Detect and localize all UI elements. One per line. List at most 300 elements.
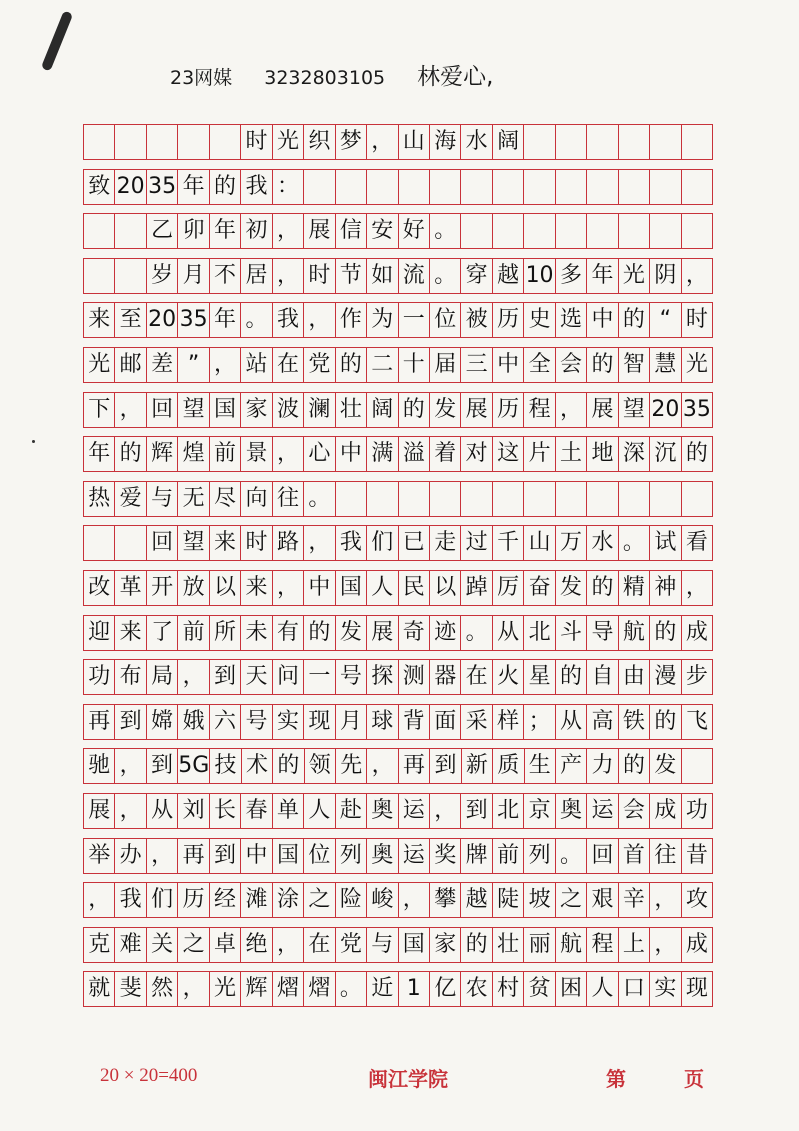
grid-cell: 土 bbox=[555, 437, 586, 471]
grid-cell: 开 bbox=[146, 571, 177, 605]
grid-cell: 高 bbox=[586, 705, 617, 739]
grid-cell: 月 bbox=[177, 259, 208, 293]
grid-cell: 被 bbox=[460, 303, 491, 337]
grid-cell: 届 bbox=[429, 348, 460, 382]
grid-cell: 全 bbox=[523, 348, 554, 382]
grid-cell: ， bbox=[83, 883, 114, 917]
grid-cell: 的 bbox=[618, 749, 649, 783]
grid-cell: 我 bbox=[240, 170, 271, 204]
grid-cell: 程 bbox=[586, 928, 617, 962]
grid-cell: 到 bbox=[114, 705, 145, 739]
grid-cell: 作 bbox=[335, 303, 366, 337]
grid-cell: 望 bbox=[177, 393, 208, 427]
grid-cell: 年 bbox=[83, 437, 114, 471]
grid-cell bbox=[523, 125, 554, 159]
grid-cell: 35 bbox=[177, 303, 208, 337]
grid-cell: 往 bbox=[649, 839, 680, 873]
grid-cell bbox=[586, 214, 617, 248]
grid-cell: 改 bbox=[83, 571, 114, 605]
grid-row bbox=[83, 163, 713, 208]
grid-cell: 选 bbox=[555, 303, 586, 337]
grid-cell: 实 bbox=[272, 705, 303, 739]
grid-cell: 攻 bbox=[681, 883, 713, 917]
grid-cell: 国 bbox=[272, 839, 303, 873]
grid-cell: 如 bbox=[366, 259, 397, 293]
grid-cell: 已 bbox=[398, 526, 429, 560]
grid-cell bbox=[618, 214, 649, 248]
grid-cell: 十 bbox=[398, 348, 429, 382]
grid-cell: 的 bbox=[586, 348, 617, 382]
grid-cell: 成 bbox=[649, 794, 680, 828]
grid-cell: 斗 bbox=[555, 616, 586, 650]
grid-cell: 功 bbox=[681, 794, 713, 828]
grid-cell bbox=[83, 526, 114, 560]
grid-cell bbox=[460, 214, 491, 248]
grid-cell bbox=[523, 170, 554, 204]
grid-cell: 实 bbox=[649, 972, 680, 1006]
grid-cell: 号 bbox=[335, 660, 366, 694]
grid-cell: ， bbox=[272, 928, 303, 962]
grid-cell: 熠 bbox=[272, 972, 303, 1006]
grid-cell: 的 bbox=[114, 437, 145, 471]
grid-row-cells bbox=[83, 659, 713, 695]
grid-cell: 新 bbox=[461, 749, 492, 783]
grid-cell: 飞 bbox=[681, 705, 713, 739]
grid-cell: 背 bbox=[398, 705, 429, 739]
grid-cell: ， bbox=[177, 660, 208, 694]
grid-cell: 时 bbox=[240, 526, 271, 560]
grid-cell: 农 bbox=[460, 972, 491, 1006]
grid-cell: 口 bbox=[618, 972, 649, 1006]
grid-row-cells bbox=[83, 436, 713, 472]
grid-cell: 展 bbox=[83, 794, 114, 828]
grid-cell: 铁 bbox=[618, 705, 649, 739]
grid-cell: 再 bbox=[398, 749, 429, 783]
grid-cell: 滩 bbox=[240, 883, 271, 917]
grid-cell: 程 bbox=[523, 393, 554, 427]
grid-cell: 航 bbox=[618, 616, 649, 650]
grid-cell: 为 bbox=[366, 303, 397, 337]
grid-cell: 举 bbox=[83, 839, 114, 873]
grid-cell: ， bbox=[649, 928, 680, 962]
grid-cell: 片 bbox=[523, 437, 554, 471]
grid-cell: 的 bbox=[555, 660, 586, 694]
grid-cell bbox=[649, 170, 680, 204]
grid-cell: 辉 bbox=[146, 437, 177, 471]
grid-cell: 千 bbox=[492, 526, 523, 560]
grid-cell: 到 bbox=[460, 794, 491, 828]
grid-cell: 经 bbox=[209, 883, 240, 917]
grid-cell: 前 bbox=[492, 839, 523, 873]
grid-cell: 着 bbox=[429, 437, 460, 471]
grid-cell: 问 bbox=[272, 660, 303, 694]
grid-cell: 与 bbox=[146, 482, 177, 516]
grid-cell: 尽 bbox=[209, 482, 240, 516]
grid-cell: 丽 bbox=[523, 928, 554, 962]
grid-cell: 到 bbox=[209, 660, 240, 694]
grid-cell: ， bbox=[398, 883, 429, 917]
grid-cell: 差 bbox=[146, 348, 177, 382]
grid-cell: 乙 bbox=[146, 214, 177, 248]
grid-cell: 织 bbox=[303, 125, 334, 159]
grid-cell: 35 bbox=[146, 170, 177, 204]
grid-cell: ， bbox=[114, 794, 145, 828]
grid-cell: 家 bbox=[240, 393, 271, 427]
grid-cell: 时 bbox=[681, 303, 713, 337]
grid-cell: 位 bbox=[429, 303, 460, 337]
grid-cell: 人 bbox=[366, 571, 397, 605]
grid-cell: 试 bbox=[649, 526, 680, 560]
grid-cell bbox=[398, 482, 429, 516]
grid-cell: 景 bbox=[240, 437, 271, 471]
grid-cell bbox=[366, 482, 397, 516]
grid-cell: 神 bbox=[649, 571, 680, 605]
grid-cell: 到 bbox=[429, 749, 460, 783]
grid-cell: 奇 bbox=[398, 616, 429, 650]
grid-cell: 时 bbox=[303, 259, 334, 293]
grid-cell: 技 bbox=[209, 749, 240, 783]
grid-cell: 光 bbox=[681, 348, 713, 382]
grid-cell: ， bbox=[177, 972, 208, 1006]
grid-cell: 列 bbox=[335, 839, 366, 873]
grid-count: 20 × 20=400 bbox=[100, 1065, 198, 1086]
grid-cell: 回 bbox=[146, 393, 177, 427]
grid-cell: 好 bbox=[398, 214, 429, 248]
grid-cell: ” bbox=[177, 348, 208, 382]
essay-header bbox=[170, 58, 519, 91]
grid-cell bbox=[492, 482, 523, 516]
grid-cell: 路 bbox=[272, 526, 303, 560]
grid-cell: 国 bbox=[209, 393, 240, 427]
grid-cell: 未 bbox=[240, 616, 271, 650]
grid-cell bbox=[83, 125, 114, 159]
grid-cell: 涂 bbox=[272, 883, 303, 917]
grid-cell bbox=[586, 482, 617, 516]
grid-cell: 牌 bbox=[460, 839, 491, 873]
grid-cell: ， bbox=[146, 839, 177, 873]
grid-cell: 一 bbox=[398, 303, 429, 337]
grid-cell: 采 bbox=[460, 705, 491, 739]
grid-cell: 。 bbox=[303, 482, 334, 516]
grid-cell: 中 bbox=[303, 571, 334, 605]
grid-row-cells bbox=[83, 927, 713, 963]
grid-cell: ， bbox=[366, 749, 397, 783]
grid-cell bbox=[460, 482, 491, 516]
grid-cell: 。 bbox=[335, 972, 366, 1006]
grid-cell: 。 bbox=[240, 303, 271, 337]
grid-cell: 从 bbox=[146, 794, 177, 828]
grid-cell: 村 bbox=[492, 972, 523, 1006]
grid-row-cells bbox=[83, 258, 713, 294]
grid-cell: 之 bbox=[303, 883, 334, 917]
grid-cell: 与 bbox=[366, 928, 397, 962]
page-suffix: 页 bbox=[684, 1069, 704, 1091]
grid-cell: 就 bbox=[83, 972, 114, 1006]
grid-cell: ， bbox=[681, 259, 713, 293]
grid-cell: 从 bbox=[555, 705, 586, 739]
grid-cell: 年 bbox=[209, 303, 240, 337]
grid-cell: 看 bbox=[681, 526, 713, 560]
grid-cell: 前 bbox=[177, 616, 208, 650]
grid-cell: 们 bbox=[146, 883, 177, 917]
page-label: 第 bbox=[606, 1069, 626, 1091]
grid-cell bbox=[83, 214, 114, 248]
grid-row-cells bbox=[83, 392, 713, 428]
grid-row bbox=[83, 609, 713, 654]
grid-cell: 水 bbox=[586, 526, 617, 560]
grid-cell: ， bbox=[555, 393, 586, 427]
grid-cell: 娥 bbox=[177, 705, 208, 739]
grid-cell: 坡 bbox=[523, 883, 554, 917]
grid-cell bbox=[681, 125, 713, 159]
grid-row bbox=[83, 341, 713, 386]
grid-cell: 卯 bbox=[177, 214, 208, 248]
grid-cell bbox=[681, 482, 713, 516]
grid-cell bbox=[114, 259, 145, 293]
grid-cell: 光 bbox=[83, 348, 114, 382]
grid-cell: 奖 bbox=[429, 839, 460, 873]
grid-cell: 。 bbox=[429, 214, 460, 248]
grid-cell: 艰 bbox=[586, 883, 617, 917]
grid-cell: 在 bbox=[303, 928, 334, 962]
grid-cell: 海 bbox=[429, 125, 460, 159]
grid-cell: 党 bbox=[335, 928, 366, 962]
grid-cell: 发 bbox=[555, 571, 586, 605]
grid-cell: 由 bbox=[618, 660, 649, 694]
grid-cell: 来 bbox=[83, 303, 114, 337]
grid-cell: 20 bbox=[114, 170, 145, 204]
grid-cell: ； bbox=[523, 705, 554, 739]
grid-cell: 年 bbox=[209, 214, 240, 248]
grid-cell: 澜 bbox=[303, 393, 334, 427]
grid-row bbox=[83, 742, 713, 787]
grid-cell: 的 bbox=[586, 571, 617, 605]
grid-cell: 难 bbox=[114, 928, 145, 962]
grid-cell: 困 bbox=[555, 972, 586, 1006]
grid-cell: 往 bbox=[272, 482, 303, 516]
grid-cell: 再 bbox=[83, 705, 114, 739]
grid-cell: 功 bbox=[83, 660, 114, 694]
grid-cell: 所 bbox=[209, 616, 240, 650]
grid-row-cells bbox=[83, 570, 713, 606]
grid-cell bbox=[492, 214, 523, 248]
grid-row bbox=[83, 832, 713, 877]
grid-cell: 成 bbox=[681, 616, 713, 650]
grid-cell: 以 bbox=[429, 571, 460, 605]
grid-cell: 20 bbox=[146, 303, 177, 337]
grid-cell: 阔 bbox=[492, 125, 523, 159]
grid-cell: 险 bbox=[335, 883, 366, 917]
grid-cell: 迹 bbox=[429, 616, 460, 650]
grid-cell: 地 bbox=[586, 437, 617, 471]
grid-row bbox=[83, 519, 713, 564]
grid-cell: 壮 bbox=[335, 393, 366, 427]
grid-cell: 安 bbox=[366, 214, 397, 248]
grid-cell: 步 bbox=[681, 660, 713, 694]
grid-row-cells bbox=[83, 302, 713, 338]
grid-cell: 回 bbox=[586, 839, 617, 873]
grid-cell: 在 bbox=[272, 348, 303, 382]
grid-cell: 斐 bbox=[114, 972, 145, 1006]
grid-cell: 中 bbox=[586, 303, 617, 337]
grid-cell: 然 bbox=[146, 972, 177, 1006]
grid-cell: 国 bbox=[398, 928, 429, 962]
grid-cell: 局 bbox=[146, 660, 177, 694]
grid-cell: ， bbox=[114, 393, 145, 427]
grid-cell: 生 bbox=[524, 749, 555, 783]
grid-cell: 单 bbox=[272, 794, 303, 828]
grid-cell: 号 bbox=[240, 705, 271, 739]
grid-cell: 回 bbox=[146, 526, 177, 560]
grid-cell: 嫦 bbox=[146, 705, 177, 739]
grid-cell: 六 bbox=[209, 705, 240, 739]
grid-cell: 春 bbox=[240, 794, 271, 828]
grid-cell: 辛 bbox=[618, 883, 649, 917]
grid-cell: 望 bbox=[177, 526, 208, 560]
grid-cell: 望 bbox=[618, 393, 649, 427]
grid-cell: 的 bbox=[335, 348, 366, 382]
grid-cell: ， bbox=[272, 437, 303, 471]
grid-cell: 再 bbox=[177, 839, 208, 873]
grid-cell: 关 bbox=[146, 928, 177, 962]
grid-cell bbox=[681, 749, 713, 783]
grid-cell: 波 bbox=[272, 393, 303, 427]
grid-cell: 奥 bbox=[366, 794, 397, 828]
grid-row-cells bbox=[83, 882, 713, 918]
grid-cell: 我 bbox=[272, 303, 303, 337]
grid-cell: ， bbox=[681, 571, 713, 605]
grid-cell: ， bbox=[114, 749, 145, 783]
grid-cell: 三 bbox=[460, 348, 491, 382]
grid-cell: 革 bbox=[114, 571, 145, 605]
grid-cell: 万 bbox=[555, 526, 586, 560]
grid-cell: 阴 bbox=[649, 259, 680, 293]
grid-cell: 克 bbox=[83, 928, 114, 962]
grid-cell: 心 bbox=[303, 437, 334, 471]
grid-cell: 人 bbox=[303, 794, 334, 828]
grid-cell: 年 bbox=[177, 170, 208, 204]
grid-row-cells bbox=[83, 793, 713, 829]
grid-cell: 运 bbox=[586, 794, 617, 828]
grid-cell: 测 bbox=[398, 660, 429, 694]
grid-cell bbox=[649, 125, 680, 159]
grid-cell: 现 bbox=[681, 972, 713, 1006]
grid-cell: 煌 bbox=[177, 437, 208, 471]
grid-cell: 航 bbox=[555, 928, 586, 962]
grid-row bbox=[83, 475, 713, 520]
grid-cell: 以 bbox=[209, 571, 240, 605]
grid-cell: 。 bbox=[429, 259, 460, 293]
grid-cell: 贫 bbox=[523, 972, 554, 1006]
grid-cell: “ bbox=[649, 303, 680, 337]
grid-cell: 20 bbox=[649, 393, 680, 427]
grid-cell: 站 bbox=[240, 348, 271, 382]
grid-cell: 光 bbox=[618, 259, 649, 293]
grid-row bbox=[83, 252, 713, 297]
grid-cell: 踔 bbox=[460, 571, 491, 605]
grid-cell: 发 bbox=[335, 616, 366, 650]
grid-cell: 运 bbox=[398, 794, 429, 828]
grid-cell: 壮 bbox=[492, 928, 523, 962]
grid-cell: 历 bbox=[492, 303, 523, 337]
grid-cell: ， bbox=[366, 125, 397, 159]
grid-row-cells bbox=[83, 971, 713, 1007]
grid-cell: 居 bbox=[240, 259, 271, 293]
grid-cell: 梦 bbox=[335, 125, 366, 159]
grid-row-cells bbox=[83, 347, 713, 383]
grid-cell: 人 bbox=[586, 972, 617, 1006]
grid-cell: 山 bbox=[398, 125, 429, 159]
grid-cell: 辉 bbox=[240, 972, 271, 1006]
grid-row-cells bbox=[83, 525, 713, 561]
grid-cell bbox=[555, 170, 586, 204]
grid-cell: 越 bbox=[460, 883, 491, 917]
grid-cell: 领 bbox=[304, 749, 335, 783]
grid-cell: 位 bbox=[303, 839, 334, 873]
grid-row-cells bbox=[83, 124, 713, 160]
grid-cell: 历 bbox=[177, 883, 208, 917]
grid-cell: 精 bbox=[618, 571, 649, 605]
grid-cell: 10 bbox=[523, 259, 554, 293]
grid-cell: 先 bbox=[335, 749, 366, 783]
grid-cell: 中 bbox=[240, 839, 271, 873]
grid-cell bbox=[586, 125, 617, 159]
grid-cell: 我 bbox=[114, 883, 145, 917]
grid-cell: 力 bbox=[586, 749, 617, 783]
grid-cell bbox=[335, 170, 366, 204]
ink-dot bbox=[32, 440, 35, 443]
grid-cell: 质 bbox=[492, 749, 523, 783]
grid-cell bbox=[523, 482, 554, 516]
paper-footer bbox=[0, 1063, 799, 1093]
grid-row bbox=[83, 296, 713, 341]
grid-cell: 5G bbox=[177, 749, 209, 783]
grid-cell: 导 bbox=[586, 616, 617, 650]
grid-cell: 慧 bbox=[649, 348, 680, 382]
grid-cell: 奥 bbox=[366, 839, 397, 873]
grid-cell: 岁 bbox=[146, 259, 177, 293]
grid-cell: 致 bbox=[83, 170, 114, 204]
grid-cell: 1 bbox=[398, 972, 429, 1006]
grid-cell: 初 bbox=[240, 214, 271, 248]
grid-cell: 布 bbox=[114, 660, 145, 694]
grid-cell: 之 bbox=[555, 883, 586, 917]
grid-row-cells bbox=[83, 704, 713, 740]
grid-cell: 35 bbox=[681, 393, 713, 427]
grid-cell: 的 bbox=[303, 616, 334, 650]
grid-cell: 峻 bbox=[366, 883, 397, 917]
grid-cell: 节 bbox=[335, 259, 366, 293]
grid-cell: 长 bbox=[209, 794, 240, 828]
grid-cell: 展 bbox=[303, 214, 334, 248]
grid-cell: 这 bbox=[492, 437, 523, 471]
grid-cell: 月 bbox=[335, 705, 366, 739]
grid-cell: 奥 bbox=[555, 794, 586, 828]
grid-cell: 自 bbox=[586, 660, 617, 694]
grid-cell: 成 bbox=[681, 928, 713, 962]
grid-cell: ： bbox=[272, 170, 303, 204]
grid-cell bbox=[618, 170, 649, 204]
grid-cell: 无 bbox=[177, 482, 208, 516]
grid-cell bbox=[177, 125, 208, 159]
grid-cell: 会 bbox=[555, 348, 586, 382]
grid-cell: 国 bbox=[335, 571, 366, 605]
grid-row-cells bbox=[83, 615, 713, 651]
grid-cell bbox=[398, 170, 429, 204]
grid-cell: ， bbox=[209, 348, 240, 382]
grid-cell: 家 bbox=[429, 928, 460, 962]
grid-cell: 。 bbox=[460, 616, 491, 650]
